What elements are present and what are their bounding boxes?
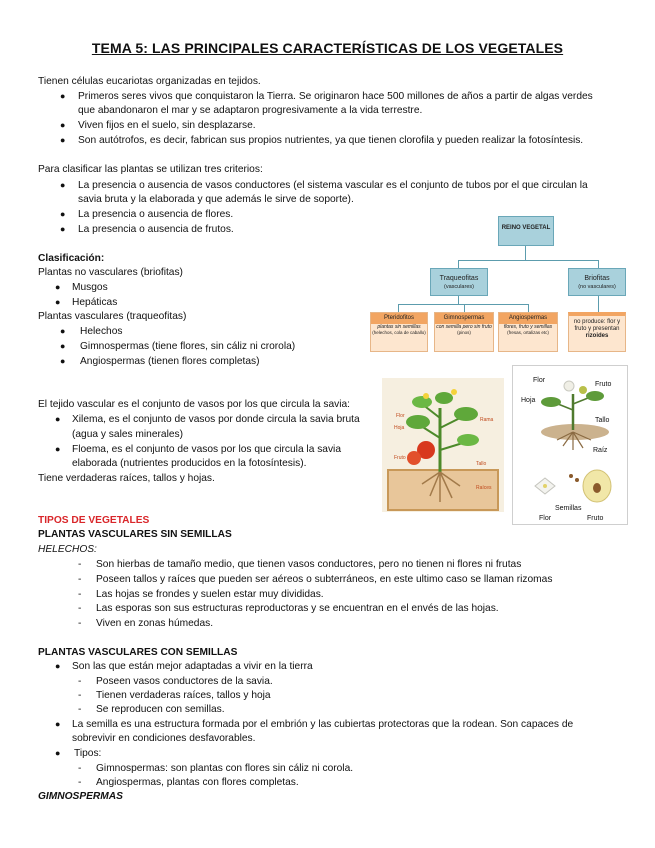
tomato-plant-illustration (382, 378, 504, 512)
diagram-label-raiz: Raíz (593, 447, 608, 454)
diagram-label-fruto: Fruto (595, 381, 612, 388)
connector (458, 296, 459, 304)
diagram-label-flor-2: Flor (539, 515, 552, 522)
types-heading: TIPOS DE VEGETALES (38, 515, 150, 526)
gimnospermas-item: Gimnospermas (tiene flores, sin cáliz ni crorola) (80, 341, 296, 352)
bullet-icon: ● (55, 297, 61, 307)
connector (525, 246, 526, 260)
angiospermas-item: Angiospermas (tienen flores completas) (80, 356, 260, 367)
connector (598, 296, 599, 312)
connector (398, 304, 528, 305)
page-title: TEMA 5: LAS PRINCIPALES CARACTERÍSTICAS DE LOS VEGETALES (91, 40, 564, 56)
diagram-traqueofitas-sub: (vasculares) (444, 284, 474, 290)
hepaticas-item: Hepáticas (72, 297, 118, 308)
connector (458, 260, 598, 261)
bullet-icon: ● (55, 661, 61, 671)
diagram-label-fruto-2: Fruto (587, 515, 604, 522)
bullet-icon: ● (55, 282, 61, 292)
diagram-briofitas-desc (568, 312, 626, 352)
con-semillas-1: Son las que están mejor adaptadas a vivir en la tierra (72, 661, 313, 672)
floema-item-cont: elaborada (nutrientes producidos en la fotosíntesis). (72, 458, 307, 469)
con-semillas-1b: Tienen verdaderas raíces, tallos y hoja (96, 690, 271, 701)
photo-label-flor: Flor (396, 413, 405, 419)
intro-lead: Tienen células eucariotas organizadas en tejidos. (38, 76, 261, 87)
bullet-icon: ● (60, 209, 66, 219)
con-semillas-3a: Gimnospermas: son plantas con flores sin cáliz ni corola. (96, 763, 354, 774)
intro-bullet-1: Primeros seres vivos que conquistaron la Tierra. Se originaron hace 500 millones de años a partir de algas verdes (78, 91, 593, 102)
diagram-pteridofitos (370, 312, 428, 352)
diagram-briofitas-desc-text: no produce: flor y fruto y presentan (573, 319, 621, 332)
helechos-heading: HELECHOS: (38, 544, 97, 555)
dash-icon: - (78, 777, 82, 788)
bullet-icon: ● (60, 356, 66, 366)
bullet-icon: ● (55, 748, 61, 758)
bullet-icon: ● (60, 135, 66, 145)
diagram-gimnospermas-sub2: (pinos) (457, 330, 471, 335)
criteria-2: La presencia o ausencia de flores. (78, 209, 234, 220)
connector (528, 304, 529, 312)
diagram-label-tallo: Tallo (595, 417, 610, 424)
bullet-icon: ● (60, 341, 66, 351)
plant-structure-diagram (512, 365, 628, 525)
helechos-item: Helechos (80, 326, 123, 337)
bullet-icon: ● (60, 91, 66, 101)
bullet-icon: ● (55, 719, 61, 729)
connector (458, 260, 459, 268)
vascular-tissue-tail: Tiene verdaderas raíces, tallos y hojas. (38, 473, 215, 484)
gimnospermas-heading: GIMNOSPERMAS (38, 791, 123, 802)
dash-icon: - (78, 559, 82, 570)
intro-bullet-2: Viven fijos en el suelo, sin desplazarse. (78, 120, 256, 131)
classification-heading: Clasificación: (38, 253, 105, 264)
dash-icon: - (78, 618, 82, 629)
diagram-pteridofitos-sub: plantas sin semillas (377, 324, 421, 330)
vascular-tissue-lead: El tejido vascular es el conjunto de vasos por los que circula la savia: (38, 399, 351, 410)
photo-label-hoja: Hoja (394, 425, 405, 431)
intro-bullet-1-cont: que abandonaron el mar y se adaptaron progresivamente a la vida terrestre. (78, 105, 423, 116)
diagram-label-hoja: Hoja (521, 397, 536, 404)
diagram-angiospermas-sub: flores, fruto y semillas (503, 324, 553, 330)
dash-icon: - (78, 676, 82, 687)
con-semillas-3b: Angiospermas, plantas con flores completas. (96, 777, 299, 788)
diagram-pteridofitos-label: Pteridofitos (371, 313, 427, 324)
photo-label-tallo: Tallo (476, 461, 487, 467)
connector (598, 260, 599, 268)
photo-label-raices: Raíces (476, 485, 492, 491)
con-semillas-2: La semilla es una estructura formada por el embrión y las cubiertas protectoras que la rodean. Son capaces de (72, 719, 574, 730)
helechos-2: Poseen tallos y raíces que pueden ser aéreos o subterráneos, en este ultimo caso se llaman rizomas (96, 574, 553, 585)
bullet-icon: ● (60, 326, 66, 336)
diagram-angiospermas-sub2: (fresas, ortalizas etc) (507, 330, 549, 335)
nonvascular-label: Plantas no vasculares (briofitas) (38, 267, 183, 278)
diagram-gimnospermas (434, 312, 494, 352)
diagram-briofitas-sub: (no vasculares) (578, 284, 616, 290)
dash-icon: - (78, 704, 82, 715)
diagram-traqueofitas (430, 268, 488, 296)
diagram-pteridofitos-sub2: (helechos, cola de caballo) (372, 330, 426, 335)
bullet-icon: ● (60, 180, 66, 190)
classification-diagram (368, 212, 630, 358)
con-semillas-2-cont: sobrevivir en condiciones desfavorables. (72, 733, 256, 744)
diagram-angiospermas (498, 312, 558, 352)
diagram-briofitas-label: Briofitas (584, 275, 610, 282)
diagram-angiospermas-label: Angiospermas (499, 313, 557, 324)
diagram-gimnospermas-sub: con semilla pero sin fruto (436, 324, 492, 330)
intro-bullet-3: Son autótrofos, es decir, fabrican sus propios nutrientes, ya que tienen clorofila y pueden realizar la fotosíntesis. (78, 135, 584, 146)
dash-icon: - (78, 763, 82, 774)
vascular-label: Plantas vasculares (traqueofitas) (38, 311, 187, 322)
dash-icon: - (78, 603, 82, 614)
dash-icon: - (78, 574, 82, 585)
connector (464, 304, 465, 312)
bullet-icon: ● (55, 414, 61, 424)
criteria-lead: Para clasificar las plantas se utilizan tres criterios: (38, 164, 263, 175)
helechos-5: Viven en zonas húmedas. (96, 618, 214, 629)
criteria-3: La presencia o ausencia de frutos. (78, 224, 234, 235)
dash-icon: - (78, 690, 82, 701)
diagram-label-flor: Flor (533, 377, 546, 384)
musgos-item: Musgos (72, 282, 108, 293)
connector (398, 304, 399, 312)
helechos-1: Son hierbas de tamaño medio, que tienen vasos conductores, pero no tienen ni flores ni frutas (96, 559, 522, 570)
diagram-label-semillas: Semillas (555, 505, 582, 512)
diagram-root (498, 216, 554, 246)
con-semillas-heading: PLANTAS VASCULARES CON SEMILLAS (38, 647, 238, 658)
photo-label-fruto: Fruto (394, 455, 406, 461)
diagram-gimnospermas-label: Gimnospermas (435, 313, 493, 324)
xilema-item: Xilema, es el conjunto de vasos por donde circula la savia bruta (72, 414, 360, 425)
con-semillas-1c: Se reproducen con semillas. (96, 704, 225, 715)
diagram-briofitas (568, 268, 626, 296)
helechos-4: Las esporas son sus estructuras reproductoras y se encuentran en el envés de las hojas. (96, 603, 499, 614)
diagram-rizoides: rizoides (585, 333, 609, 339)
criteria-1-cont: savia bruta y la elaborada y que además le sirve de soporte). (78, 194, 354, 205)
diagram-traqueofitas-label: Traqueofitas (439, 275, 479, 282)
criteria-1: La presencia o ausencia de vasos conductores (el sistema vascular es el conjunto de tubos por el que circulan la (78, 180, 588, 191)
bullet-icon: ● (60, 120, 66, 130)
sin-semillas-heading: PLANTAS VASCULARES SIN SEMILLAS (38, 529, 232, 540)
photo-label-rama: Rama (480, 417, 494, 423)
dash-icon: - (78, 589, 82, 600)
floema-item: Floema, es el conjunto de vasos por los que circula la savia (72, 444, 341, 455)
con-semillas-1a: Poseen vasos conductores de la savia. (96, 676, 273, 687)
xilema-item-cont: (agua y sales minerales) (72, 429, 183, 440)
bullet-icon: ● (60, 224, 66, 234)
con-semillas-3: Tipos: (74, 748, 102, 759)
bullet-icon: ● (55, 444, 61, 454)
helechos-3: Las hojas se frondes y suelen estar muy divididas. (96, 589, 324, 600)
diagram-root-label: REINO VEGETAL (501, 225, 551, 231)
